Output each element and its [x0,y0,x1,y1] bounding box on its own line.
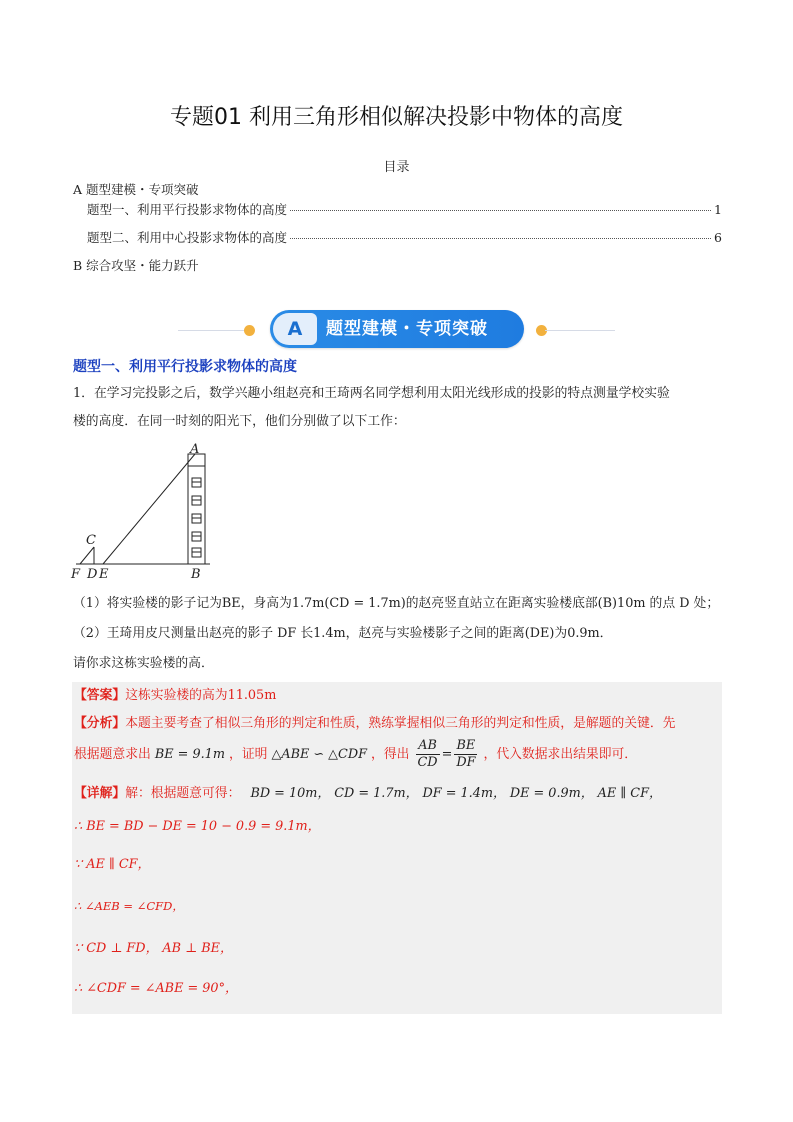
math-expression: BE = 9.1m [154,747,225,762]
page-title: 专题01 利用三角形相似解决投影中物体的高度 [170,105,623,130]
toc-leader-dots [290,238,711,239]
answer-label: 【答案】 [74,688,126,703]
analysis-line-1 [74,712,675,731]
solution-step-5: ∴ ∠CDF = ∠ABE = 90°， [74,981,238,996]
solution-step-2: ∵ AE ∥ CF， [74,857,151,872]
label-b: B [191,567,201,582]
toc-section-a[interactable]: A 题型建模・专项突破 [73,182,199,197]
banner-divider-left [178,330,250,331]
section-heading: 题型一、利用平行投影求物体的高度 [73,359,297,375]
toc-entry-label: 题型二、利用中心投影求物体的高度 [87,230,288,245]
analysis-label: 【分析】 [74,716,126,731]
analysis-text: ，证明 [229,747,268,762]
detail-text: 解：根据题意可得： [125,786,241,801]
detail-values: BD = 10m， CD = 1.7m， DF = 1.4m， DE = 0.9m， AE ∥ CF， [250,786,662,801]
problem-intro-line1: 1．在学习完投影之后，数学兴趣小组赵亮和王琦两名同学想利用太阳光线形成的投影的特点测量学校实验 [73,386,670,401]
problem-question: 请你求这栋实验楼的高． [73,656,214,671]
solution-step-4: ∵ CD ⊥ FD， AB ⊥ BE， [74,941,233,956]
fraction-be-df: $\frac{BE}{DF}$ [456,738,476,770]
problem-step2: （2）王琦用皮尺测量出赵亮的影子 DF 长1.4m，赵亮与实验楼影子之间的距离(DE)为0.9m． [73,626,613,641]
toc-entry-1[interactable] [87,200,722,218]
toc-section-b[interactable]: B 综合攻坚・能力跃升 [73,258,199,273]
toc-entry-page: 1 [714,202,722,217]
banner-divider-right [545,330,615,331]
section-banner [270,310,524,348]
label-e: E [99,567,109,582]
toc-entry-2[interactable] [87,228,722,246]
sun-ray-cf [80,547,94,564]
problem-step1: （1）将实验楼的影子记为BE，身高为1.7m(CD = 1.7m)的赵亮竖直站立在距离实验楼底部(B)10m 的点 D 处； [73,596,720,611]
analysis-line-2 [74,738,637,771]
analysis-text: 根据题意求出 [74,747,151,762]
sun-ray-ae [103,454,195,564]
banner-dot-left [244,325,255,336]
answer-line [74,684,276,703]
solution-step-3: ∴ ∠AEB = ∠CFD， [74,899,184,913]
banner-letter: A [273,313,317,345]
analysis-text: 本题主要考查了相似三角形的判定和性质，熟练掌握相似三角形的判定和性质，是解题的关键．先 [125,716,676,731]
toc-entry-label: 题型一、利用平行投影求物体的高度 [87,202,288,217]
solution-step-1: ∴ BE = BD − DE = 10 − 0.9 = 9.1m， [74,819,321,834]
fraction-ab-cd: $\frac{AB}{CD}$ [417,738,438,770]
detail-label: 【详解】 [74,786,126,801]
toc-heading: 目录 [383,160,410,175]
detail-line [74,782,662,801]
toc-entry-page: 6 [714,230,722,245]
label-f: F [71,567,81,582]
analysis-text: ，得出 [371,747,410,762]
label-d: D [87,567,98,582]
math-expression: △ABE ∽ △CDF [271,747,367,762]
equals-sign: = [441,747,453,762]
geometry-figure [68,440,218,582]
label-a: A [190,442,200,457]
problem-intro-line2: 楼的高度．在同一时刻的阳光下，他们分别做了以下工作： [73,414,406,429]
analysis-text: ，代入数据求出结果即可． [483,747,638,762]
answer-text: 这栋实验楼的高为11.05m [125,688,277,703]
label-c: C [86,533,96,548]
solution-box [72,682,722,1014]
toc-leader-dots [290,210,711,211]
banner-text: 题型建模・专项突破 [326,319,488,339]
